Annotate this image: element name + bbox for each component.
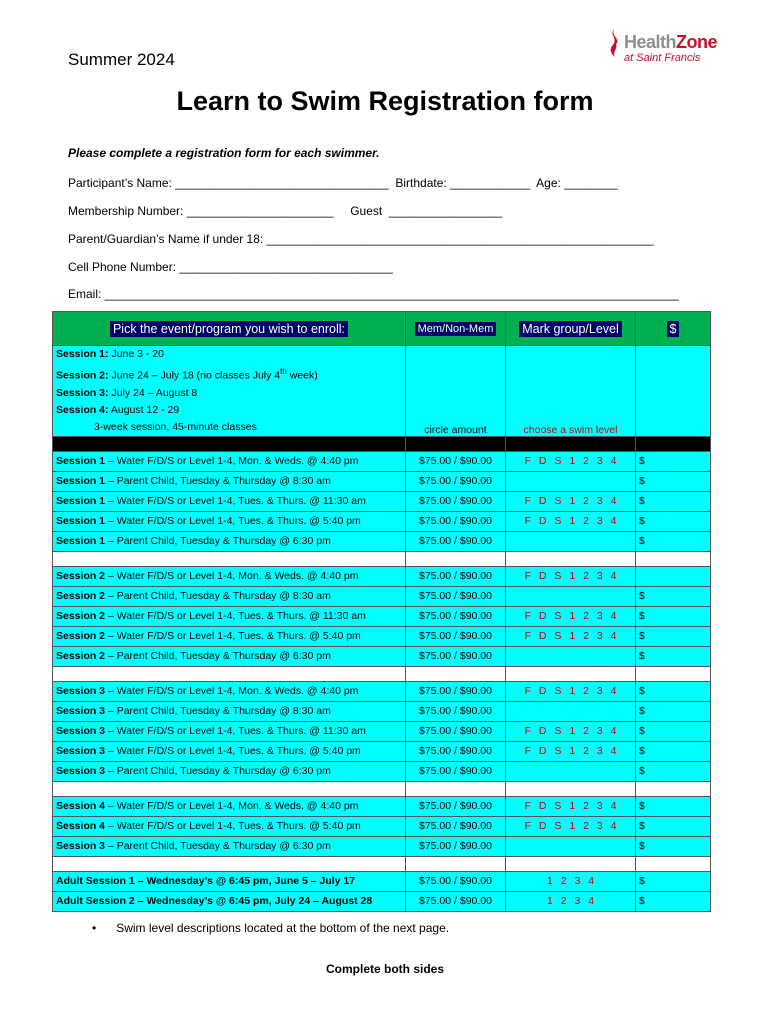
amount-cell[interactable]: $ [636,646,711,666]
footer-text: Complete both sides [325,962,444,976]
table-row [53,721,711,741]
price-options[interactable]: $75.00 / $90.00 [406,451,506,471]
table-row [53,511,711,531]
price-options[interactable]: $75.00 / $90.00 [406,566,506,586]
amount-cell[interactable]: $ [636,701,711,721]
session-info-line: Session 4: August 12 - 29 [56,403,180,416]
table-row [53,871,711,891]
price-options[interactable]: $75.00 / $90.00 [406,796,506,816]
price-options[interactable]: $75.00 / $90.00 [406,741,506,761]
class-description: Session 1 – Water F/D/S or Level 1-4, Mon. & Weds. @ 4:40 pm [53,451,406,471]
amount-cell[interactable]: $ [636,891,711,911]
price-options[interactable]: $75.00 / $90.00 [406,491,506,511]
header-dollar: $ [667,321,680,337]
amount-cell[interactable]: $ [636,491,711,511]
level-options[interactable] [506,471,636,491]
level-options[interactable] [506,761,636,781]
level-options[interactable]: 1 2 3 4 [506,871,636,891]
table-row [53,606,711,626]
price-options[interactable]: $75.00 / $90.00 [406,891,506,911]
amount-cell[interactable]: $ [636,741,711,761]
class-description: Session 3 – Parent Child, Tuesday & Thursday @ 6:30 pm [53,761,406,781]
class-description: Session 3 – Water F/D/S or Level 1-4, Tues. & Thurs. @ 11:30 am [53,721,406,741]
class-description: Session 3 – Parent Child, Tuesday & Thursday @ 8:30 am [53,701,406,721]
table-row [53,836,711,856]
class-description: Session 2 – Water F/D/S or Level 1-4, Tues. & Thurs. @ 11:30 am [53,606,406,626]
class-description: Session 1 – Parent Child, Tuesday & Thursday @ 6:30 pm [53,531,406,551]
class-description: Session 2 – Water F/D/S or Level 1-4, Mon. & Weds. @ 4:40 pm [53,566,406,586]
page-title: Learn to Swim Registration form [176,86,594,116]
class-description: Session 2 – Water F/D/S or Level 1-4, Tues. & Thurs. @ 5:40 pm [53,626,406,646]
level-options[interactable]: F D S 1 2 3 4 [506,626,636,646]
amount-cell[interactable]: $ [636,606,711,626]
price-options[interactable]: $75.00 / $90.00 [406,606,506,626]
class-description: Session 4 – Water F/D/S or Level 1-4, Tues. & Thurs. @ 5:40 pm [53,816,406,836]
level-options[interactable]: F D S 1 2 3 4 [506,606,636,626]
class-description: Session 1 – Water F/D/S or Level 1-4, Tues. & Thurs. @ 11:30 am [53,491,406,511]
group-separator-row [53,666,711,681]
table-row [53,451,711,471]
table-row [53,796,711,816]
season-label: Summer 2024 [68,50,175,69]
session-info-line: Session 3: July 24 – August 8 [56,386,198,399]
header-event: Pick the event/program you wish to enroll: [110,321,348,337]
price-options[interactable]: $75.00 / $90.00 [406,761,506,781]
level-options[interactable] [506,836,636,856]
table-row [53,681,711,701]
cell-phone-field[interactable]: Cell Phone Number: ________________________________ [68,260,393,274]
session-info-line: Session 1: June 3 - 20 [56,348,164,360]
instruction-text: Please complete a registration form for each swimmer. [68,146,380,160]
registration-table [52,311,711,912]
membership-field[interactable]: Membership Number: ______________________ Guest _________________ [68,204,503,218]
table-row [53,816,711,836]
group-separator-row [53,781,711,796]
choose-level-note: choose a swim level [506,346,636,437]
circle-amount-note: circle amount [406,346,506,437]
logo-name-zone: Zone [676,32,718,52]
session-note: 3-week session, 45-minute classes [94,420,257,433]
amount-cell[interactable]: $ [636,681,711,701]
guardian-field[interactable]: Parent/Guardian’s Name if under 18: __________________________________________________________ [68,232,654,246]
level-options[interactable]: F D S 1 2 3 4 [506,816,636,836]
amount-cell[interactable]: $ [636,816,711,836]
level-options[interactable]: F D S 1 2 3 4 [506,491,636,511]
amount-cell[interactable]: $ [636,531,711,551]
header-mem-nonmem: Mem/Non-Mem [415,322,497,336]
table-row [53,471,711,491]
session-info-line: Session 2: June 24 – July 18 (no classes July 4th week) [56,367,318,382]
price-options[interactable]: $75.00 / $90.00 [406,816,506,836]
level-options[interactable] [506,701,636,721]
class-description: Adult Session 2 – Wednesday’s @ 6:45 pm, July 24 – August 28 [53,891,406,911]
class-description: Session 2 – Parent Child, Tuesday & Thursday @ 6:30 pm [53,646,406,666]
level-options[interactable]: F D S 1 2 3 4 [506,741,636,761]
level-options[interactable]: F D S 1 2 3 4 [506,511,636,531]
group-separator-row [53,551,711,566]
flame-logo-icon [606,28,622,58]
amount-cell[interactable]: $ [636,471,711,491]
level-options[interactable]: F D S 1 2 3 4 [506,721,636,741]
amount-cell[interactable]: $ [636,451,711,471]
amount-cell[interactable]: $ [636,761,711,781]
amount-cell[interactable]: $ [636,871,711,891]
session-info-row [53,346,711,437]
price-options[interactable]: $75.00 / $90.00 [406,586,506,606]
price-options[interactable]: $75.00 / $90.00 [406,626,506,646]
price-options[interactable]: $75.00 / $90.00 [406,701,506,721]
class-description: Session 3 – Water F/D/S or Level 1-4, Tues. & Thurs. @ 5:40 pm [53,741,406,761]
class-description: Session 2 – Parent Child, Tuesday & Thursday @ 8:30 am [53,586,406,606]
group-separator-row [53,856,711,871]
table-row [53,701,711,721]
class-description: Session 4 – Water F/D/S or Level 1-4, Mon. & Weds. @ 4:40 pm [53,796,406,816]
swim-level-note: • Swim level descriptions located at the bottom of the next page. [92,921,450,935]
price-options[interactable]: $75.00 / $90.00 [406,721,506,741]
level-options[interactable] [506,646,636,666]
table-row [53,586,711,606]
level-options[interactable]: F D S 1 2 3 4 [506,681,636,701]
price-options[interactable]: $75.00 / $90.00 [406,836,506,856]
table-row [53,891,711,911]
black-divider-row [53,436,711,451]
class-description: Adult Session 1 – Wednesday’s @ 6:45 pm, June 5 – July 17 [53,871,406,891]
price-options[interactable]: $75.00 / $90.00 [406,871,506,891]
logo-subtitle: at Saint Francis [624,52,701,64]
amount-cell[interactable]: $ [636,836,711,856]
class-description: Session 1 – Parent Child, Tuesday & Thursday @ 8:30 am [53,471,406,491]
level-options[interactable]: 1 2 3 4 [506,891,636,911]
amount-cell[interactable]: $ [636,586,711,606]
participant-field[interactable]: Participant’s Name: ________________________________ Birthdate: ____________ Age: ________ [68,176,618,190]
price-options[interactable]: $75.00 / $90.00 [406,646,506,666]
table-row [53,646,711,666]
session-dates [53,346,406,437]
table-header-row [53,312,711,346]
table-row [53,741,711,761]
level-options[interactable]: F D S 1 2 3 4 [506,796,636,816]
amount-cell[interactable]: $ [636,796,711,816]
table-row [53,531,711,551]
price-options[interactable]: $75.00 / $90.00 [406,681,506,701]
table-row [53,626,711,646]
amount-cell[interactable]: $ [636,626,711,646]
price-options[interactable]: $75.00 / $90.00 [406,511,506,531]
logo-name-health: Health [624,32,677,52]
table-row [53,761,711,781]
table-row [53,491,711,511]
healthzone-logo [606,28,724,70]
price-options[interactable]: $75.00 / $90.00 [406,531,506,551]
level-options[interactable]: F D S 1 2 3 4 [506,451,636,471]
level-options[interactable] [506,531,636,551]
class-description: Session 1 – Water F/D/S or Level 1-4, Tues. & Thurs. @ 5:40 pm [53,511,406,531]
table-row [53,566,711,586]
header-group-level: Mark group/Level [519,321,622,337]
class-description: Session 3 – Parent Child, Tuesday & Thursday @ 6:30 pm [53,836,406,856]
class-description: Session 3 – Water F/D/S or Level 1-4, Mon. & Weds. @ 4:40 pm [53,681,406,701]
price-options[interactable]: $75.00 / $90.00 [406,471,506,491]
amount-cell[interactable]: $ [636,721,711,741]
email-field[interactable]: Email: ______________________________________________________________________________________ [68,287,679,301]
amount-cell[interactable] [636,566,711,586]
amount-cell[interactable]: $ [636,511,711,531]
level-options[interactable] [506,586,636,606]
level-options[interactable]: F D S 1 2 3 4 [506,566,636,586]
